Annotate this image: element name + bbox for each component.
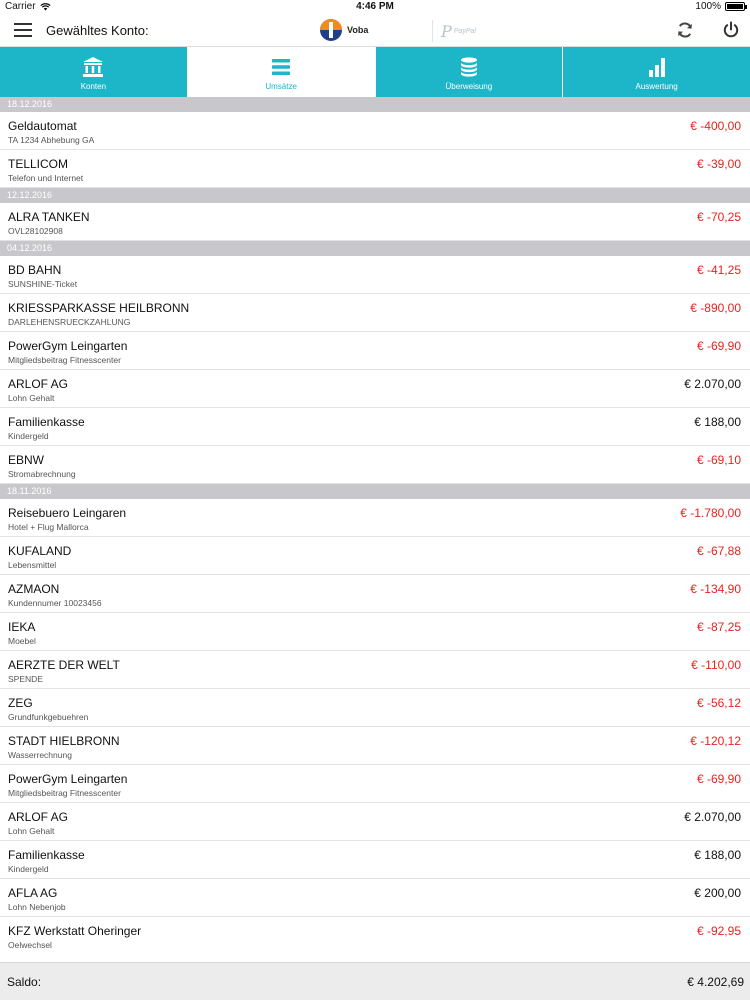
transaction-title: BD BAHN (8, 263, 62, 277)
tab-konten[interactable] (0, 47, 188, 97)
transaction-subtitle: SUNSHINE-Ticket (8, 279, 78, 289)
transaction-amount: € -39,00 (696, 157, 741, 171)
transaction-amount: € 188,00 (694, 848, 741, 862)
transaction-row[interactable] (0, 499, 750, 537)
transaction-amount: € 188,00 (694, 415, 741, 429)
transaction-subtitle: Lohn Gehalt (8, 826, 55, 836)
tab-ueberweisung[interactable] (376, 47, 564, 97)
tab-umsaetze[interactable] (188, 47, 376, 97)
transaction-subtitle: TA 1234 Abhebung GA (8, 135, 95, 145)
transaction-title: AFLA AG (8, 886, 58, 900)
tab-auswertung[interactable] (563, 47, 750, 97)
transaction-title: STADT HIELBRONN (8, 734, 120, 748)
transaction-subtitle: Kindergeld (8, 864, 49, 874)
date-section-header: 18.11.2016 (0, 484, 750, 499)
transaction-subtitle: Lohn Nebenjob (8, 902, 66, 912)
transaction-row[interactable] (0, 879, 750, 917)
tab-konten-label: Konten (80, 82, 107, 91)
account-label: Gewähltes Konto: (46, 23, 149, 38)
transaction-amount: € -110,00 (691, 658, 741, 672)
transaction-subtitle: Wasserrechnung (8, 750, 72, 760)
paypal-logo-icon: P (441, 21, 452, 41)
transaction-subtitle: Lebensmittel (8, 560, 57, 570)
transaction-amount: € -69,90 (696, 772, 741, 786)
transaction-subtitle: Oelwechsel (8, 940, 52, 950)
list-icon (270, 56, 292, 78)
transaction-row[interactable] (0, 613, 750, 651)
voba-logo-icon (320, 19, 342, 41)
transaction-row[interactable] (0, 256, 750, 294)
transaction-row[interactable] (0, 446, 750, 484)
transaction-amount: € 2.070,00 (684, 377, 741, 391)
saldo-footer (0, 962, 750, 1000)
date-section-header: 04.12.2016 (0, 241, 750, 256)
transaction-amount: € -67,88 (696, 544, 741, 558)
transaction-subtitle: OVL28102908 (8, 226, 63, 236)
tab-auswertung-label: Auswertung (635, 82, 678, 91)
transaction-title: ZEG (8, 696, 33, 710)
transaction-row[interactable] (0, 537, 750, 575)
transaction-title: AZMAON (8, 582, 60, 596)
transaction-row[interactable] (0, 370, 750, 408)
transaction-title: Familienkasse (8, 415, 85, 429)
transaction-amount: € 200,00 (694, 886, 741, 900)
transaction-title: EBNW (8, 453, 44, 467)
carrier-label: Carrier (5, 1, 36, 12)
tab-ueberweisung-label: Überweisung (445, 82, 493, 91)
main-tabbar (0, 47, 750, 97)
transaction-subtitle: Telefon und Internet (8, 173, 84, 183)
transaction-row[interactable] (0, 575, 750, 613)
saldo-label: Saldo: (7, 975, 42, 989)
transaction-list[interactable] (0, 97, 750, 955)
status-right (695, 1, 745, 12)
transaction-title: ARLOF AG (8, 377, 69, 391)
status-time: 4:46 PM (356, 1, 394, 12)
refresh-icon[interactable] (676, 21, 694, 39)
transaction-row[interactable] (0, 408, 750, 446)
transaction-row[interactable] (0, 917, 750, 955)
transaction-row[interactable] (0, 651, 750, 689)
status-bar (0, 0, 750, 14)
transaction-subtitle: Mitgliedsbeitrag Fitnesscenter (8, 788, 121, 798)
transaction-subtitle: Kundennumer 10023456 (8, 598, 102, 608)
transaction-title: Reisebuero Leingaren (8, 506, 127, 520)
transaction-title: KRIESSPARKASSE HEILBRONN (8, 301, 190, 315)
power-icon[interactable] (722, 21, 740, 39)
transaction-title: PowerGym Leingarten (8, 772, 128, 786)
transaction-row[interactable] (0, 150, 750, 188)
transaction-title: Geldautomat (8, 119, 77, 133)
transaction-amount: € 2.070,00 (684, 810, 741, 824)
bank-account-selector[interactable] (320, 19, 368, 41)
battery-percent: 100% (695, 1, 721, 12)
transaction-title: KUFALAND (8, 544, 72, 558)
transaction-row[interactable] (0, 765, 750, 803)
transaction-subtitle: Grundfunkgebuehren (8, 712, 89, 722)
hamburger-menu-icon[interactable] (14, 23, 32, 37)
date-section-header: 18.12.2016 (0, 97, 750, 112)
transaction-amount: € -69,10 (696, 453, 741, 467)
transaction-subtitle: Stromabrechnung (8, 469, 76, 479)
transaction-title: TELLICOM (8, 157, 69, 171)
paypal-account-selector[interactable] (432, 20, 476, 42)
transaction-subtitle: Mitgliedsbeitrag Fitnesscenter (8, 355, 121, 365)
transaction-subtitle: Kindergeld (8, 431, 49, 441)
transaction-title: IEKA (8, 620, 36, 634)
transaction-subtitle: Moebel (8, 636, 36, 646)
transaction-amount: € -400,00 (690, 119, 741, 133)
transaction-amount: € -56,12 (696, 696, 741, 710)
bank-name: Voba (347, 25, 369, 35)
transaction-row[interactable] (0, 294, 750, 332)
saldo-value: € 4.202,69 (687, 975, 744, 989)
transaction-title: Familienkasse (8, 848, 85, 862)
transaction-title: KFZ Werkstatt Oheringer (8, 924, 142, 938)
transaction-row[interactable] (0, 332, 750, 370)
transaction-amount: € -87,25 (696, 620, 741, 634)
transaction-row[interactable] (0, 689, 750, 727)
transaction-subtitle: DARLEHENSRUECKZAHLUNG (8, 317, 131, 327)
tab-umsaetze-label: Umsätze (265, 82, 297, 91)
transaction-amount: € -890,00 (690, 301, 741, 315)
transaction-amount: € -120,12 (690, 734, 741, 748)
transaction-amount: € -70,25 (696, 210, 741, 224)
transaction-amount: € -92,95 (696, 924, 741, 938)
transaction-row[interactable] (0, 841, 750, 879)
transaction-row[interactable] (0, 803, 750, 841)
transaction-amount: € -134,90 (690, 582, 741, 596)
transaction-title: PowerGym Leingarten (8, 339, 128, 353)
transaction-amount: € -69,90 (696, 339, 741, 353)
transaction-row[interactable] (0, 727, 750, 765)
coins-icon (458, 56, 480, 78)
transaction-title: AERZTE DER WELT (8, 658, 120, 672)
transaction-subtitle: Hotel + Flug Mallorca (8, 522, 89, 532)
battery-icon (725, 2, 745, 11)
transaction-row[interactable] (0, 112, 750, 150)
app-header (0, 14, 750, 47)
transaction-subtitle: Lohn Gehalt (8, 393, 55, 403)
bar-chart-icon (646, 56, 668, 78)
transaction-subtitle: SPENDE (8, 674, 43, 684)
transaction-amount: € -41,25 (696, 263, 741, 277)
transaction-title: ALRA TANKEN (8, 210, 90, 224)
transaction-row[interactable] (0, 203, 750, 241)
transaction-amount: € -1.780,00 (680, 506, 741, 520)
bank-icon (82, 56, 104, 78)
paypal-label: PayPal (453, 27, 476, 35)
date-section-header: 12.12.2016 (0, 188, 750, 203)
transaction-title: ARLOF AG (8, 810, 69, 824)
